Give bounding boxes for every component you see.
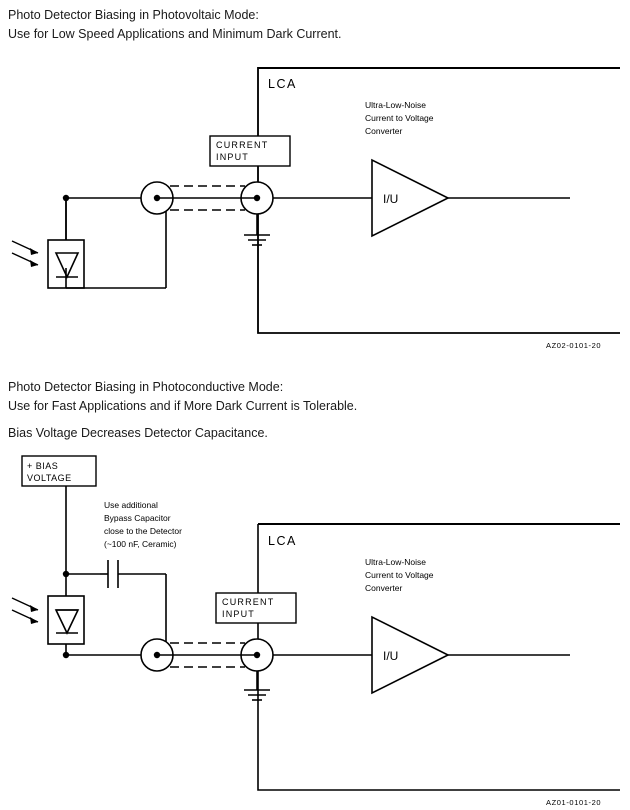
bottom-caption-line-1: Photo Detector Biasing in Photoconductive Mode: [8,380,284,394]
top-circuit-svg [0,55,630,355]
bottom-circuit-svg [0,450,630,810]
bottom-drawing-code: AZ01-0101-20 [546,798,602,807]
top-amp-note-line-3: Converter [365,126,403,136]
top-amp-note-line-2: Current to Voltage [365,113,434,123]
top-drawing-code: AZ02-0101-20 [546,341,602,350]
bottom-wiring [66,644,141,655]
top-circuit-diagram [0,55,630,355]
bottom-lca-top-border [258,523,620,525]
cap-note-line-4: (~100 nF, Ceramic) [104,539,177,549]
bottom-amp-label: I/U [383,649,399,663]
top-ground-symbol [244,214,270,245]
bias-node-dot [63,571,69,577]
bottom-light-arrows [12,598,38,624]
bottom-circuit-diagram [0,450,630,810]
top-caption-line-2: Use for Low Speed Applications and Minimum Dark Current. [8,27,342,41]
cap-note-line-3: close to the Detector [104,526,182,536]
cap-note-line-1: Use additional [104,500,158,510]
bottom-lca-label: LCA [268,534,297,548]
bottom-current-input-line-1: CURRENT [222,597,275,607]
bottom-amp-note-line-1: Ultra-Low-Noise [365,557,426,567]
bias-box-line-2: VOLTAGE [27,473,72,483]
bottom-photodiode [48,596,84,644]
bottom-amp-note-line-3: Converter [365,583,403,593]
top-lca-label: LCA [268,77,297,91]
top-light-arrows [12,241,38,267]
top-amp-label: I/U [383,192,399,206]
bottom-amp-note-line-2: Current to Voltage [365,570,434,580]
top-node-dot [63,195,69,201]
top-current-input-line-1: CURRENT [216,140,269,150]
cap-note-line-2: Bypass Capacitor [104,513,171,523]
top-amp-note-line-1: Ultra-Low-Noise [365,100,426,110]
top-current-input-line-2: INPUT [216,152,249,162]
top-lca-boundary [258,67,620,333]
top-caption-line-1: Photo Detector Biasing in Photovoltaic Mode: [8,8,259,22]
bottom-caption-line-3: Bias Voltage Decreases Detector Capacitance. [8,426,268,440]
bottom-caption-line-2: Use for Fast Applications and if More Dark Current is Tolerable. [8,399,358,413]
bias-box-line-1: + BIAS [27,461,59,471]
bottom-ground-symbol [244,671,270,700]
bottom-current-input-line-2: INPUT [222,609,255,619]
bottom-lca-boundary [258,524,620,790]
bottom-node-dot [63,652,69,658]
top-lca-top-border [258,67,620,69]
